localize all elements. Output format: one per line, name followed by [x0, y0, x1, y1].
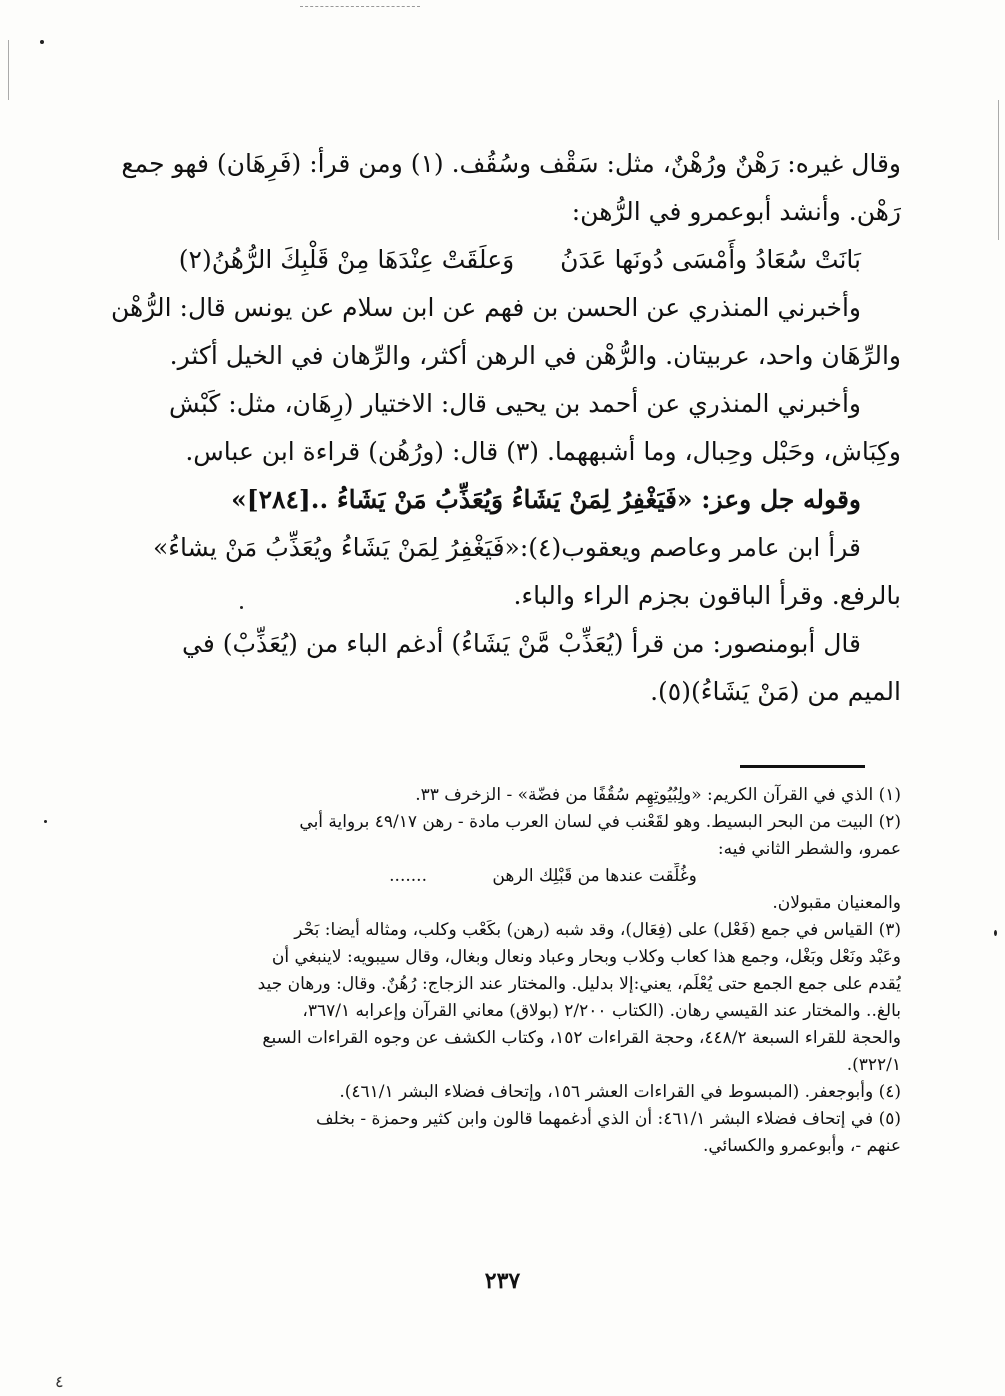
- verse-second-hemistich: وَعلَقَتْ عِنْدَهَا مِنْ قَلْبِكَ الرُّهُنُ(٢): [178, 245, 515, 274]
- footnote-line: يُقدم على جمع الجمع حتى يُعْلَم، يعني:إلا بدليل. والمختار عند الزجاج: رُهُنٌ. وقال: ورهان جيد: [257, 974, 901, 994]
- footnote-line: (٣) القياس في جمع (فَعْل) على (فِعَال)، وقد شبه (رهن) بكَعْب وكلب، ومثاله أيضا: بَحْر: [294, 920, 901, 940]
- footnote-line: عنهم -، وأبوعمرو والكسائي.: [702, 1136, 901, 1156]
- scan-speck: [44, 820, 47, 823]
- page-number: ٢٣٧: [484, 1268, 521, 1294]
- text-line: الميم من (مَنْ يَشَاءُ)(٥).: [650, 677, 901, 706]
- scan-edge-line: [8, 40, 9, 100]
- footnote-verse-dots: .......: [389, 866, 427, 886]
- footnotes: [105, 782, 901, 1160]
- footnote-line: ٣٢٢/١).: [846, 1055, 901, 1075]
- footnote-line: والمعنيان مقبولان.: [772, 893, 901, 913]
- text-line: وأخبرني المنذري عن أحمد بن يحيى قال: الاختيار (رِهَان، مثل: كَبْش: [168, 389, 861, 418]
- text-line: وأخبرني المنذري عن الحسن بن فهم عن ابن سلام عن يونس قال: الرُّهْن: [111, 293, 861, 322]
- footnote-verse: [105, 863, 901, 890]
- footnote-line: بالغ.. والمختار عند القيسي رهان. (الكتاب ٢/٢٠٠ (بولاق) معاني القرآن وإعرابه ٣٦٧/١،: [302, 1001, 901, 1021]
- text-line: بالرفع. وقرأ الباقون بجزم الراء والباء.: [513, 581, 901, 610]
- poetry-verse: [101, 236, 901, 284]
- footnote-line: عمرو، والشطر الثاني فيه:: [717, 839, 901, 859]
- text-line: والرِّهَان واحد، عربيتان. والرُّهْن في الرهن أكثر، والرِّهان في الخيل أكثر.: [169, 341, 901, 370]
- scan-edge-line: [998, 100, 999, 240]
- footnote-line: وعَبْد ونَعْل وبَغْل، وجمع هذا كعاب وكلاب وبحار وعباد ونعال وبغال، وقال سيبويه: لاينبغي أن: [271, 947, 901, 967]
- footnote-line: (٤) وأبوجعفر. (المبسوط في القراءات العشر ١٥٦، وإتحاف فضلاء البشر ٤٦١/١).: [339, 1082, 901, 1102]
- scan-edge-line: [300, 6, 420, 8]
- text-line: رَهْن. وأنشد أبوعمرو في الرُّهن:: [571, 197, 901, 226]
- text-line: وكِبَاش، وحَبْل وحِبال، وما أشبههما. (٣) قال: (ورُهُن) قراءة ابن عباس.: [185, 437, 901, 466]
- text-line: قال أبومنصور: من قرأ (يُعَذِّبْ مَّنْ يَشَاءُ) أدغم الباء من (يُعَذِّبْ) في: [181, 629, 861, 658]
- footnote-line: (٥) في إتحاف فضلاء البشر ٤٦١/١: أن الذي أدغمهما قالون وابن كثير وحمزة - بخلف: [316, 1109, 901, 1129]
- footnote-line: (١) الذي في القرآن الكريم: «ولِبُيُوتِهِم سُقُفًا من فضّة» - الزخرف ٣٣.: [415, 785, 901, 805]
- footnote-line: والحجة للقراء السبعة ٤٤٨/٢، وحجة القراءات ١٥٢، وكتاب الكشف عن وجوه القراءات السبع: [262, 1028, 901, 1048]
- text-line: قرأ ابن عامر وعاصم ويعقوب(٤):«فَيَغْفِرُ لِمَنْ يَشَاءُ ويُعَذِّبُ مَنْ يشاءُ»: [152, 533, 861, 562]
- footnote-verse-text: وغُلِّقت عندها من قَبْلِك الرهن: [492, 866, 697, 886]
- text-line: وقال غيره: رَهْنٌ ورُهْنٌ، مثل: سَقْف وسُقُف. (١) ومن قرأ: (فَرِهَان) فهو جمع: [121, 149, 901, 178]
- verse-first-hemistich: بَانَتْ سُعَادُ وأَمْسَى دُونَها عَدَنُ: [560, 245, 861, 274]
- corner-mark: ٤: [55, 1372, 64, 1391]
- footnote-line: (٢) البيت من البحر البسيط. وهو لقَعْنب في لسان العرب مادة - رهن ٤٩/١٧ برواية أبي: [299, 812, 901, 832]
- scan-speck: [994, 930, 997, 936]
- main-text: [101, 140, 901, 716]
- scan-speck: [40, 40, 44, 44]
- footnote-separator: [740, 765, 865, 768]
- quran-verse-line: وقوله جل وعز: «فَيَغْفِرُ لِمَنْ يَشَاءُ وَيُعَذِّبُ مَنْ يَشَاءُ ..[٢٨٤]»: [231, 485, 861, 514]
